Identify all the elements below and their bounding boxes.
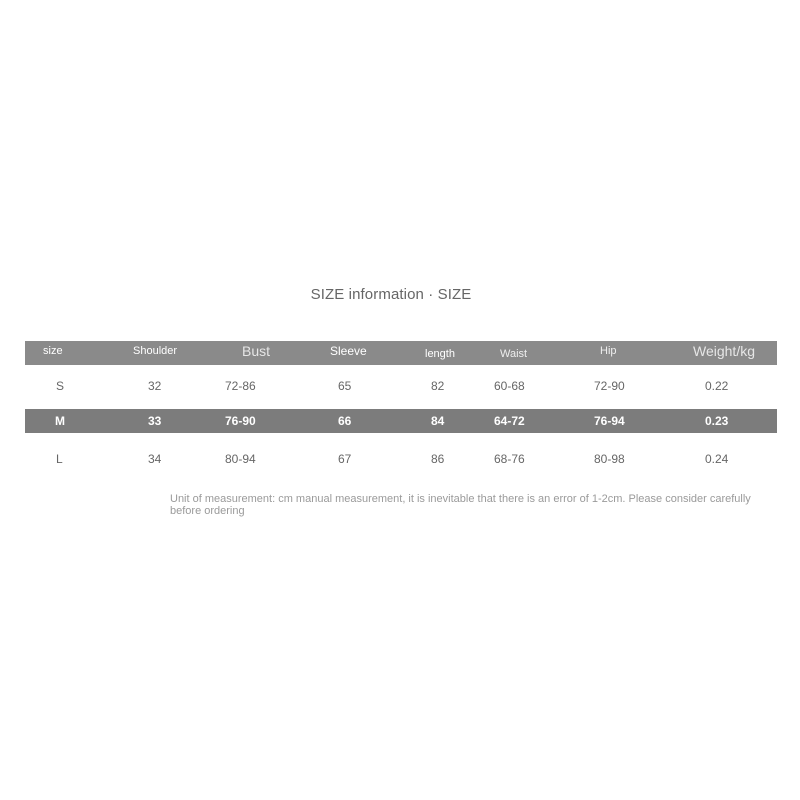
table-row	[25, 447, 777, 471]
cell-hip: 80-98	[594, 452, 625, 466]
header-length: length	[425, 348, 455, 360]
header-hip: Hip	[600, 345, 617, 357]
cell-length: 84	[431, 414, 445, 428]
cell-size: L	[56, 452, 63, 466]
page-title: SIZE information · SIZE	[310, 286, 472, 303]
cell-bust: 80-94	[225, 452, 256, 466]
cell-bust: 76-90	[225, 414, 256, 428]
cell-length: 86	[431, 452, 445, 466]
cell-size: M	[55, 414, 65, 428]
cell-shoulder: 32	[148, 379, 162, 393]
cell-weight: 0.22	[705, 379, 729, 393]
cell-sleeve: 65	[338, 379, 352, 393]
cell-shoulder: 34	[148, 452, 162, 466]
cell-hip: 76-94	[594, 414, 625, 428]
table-row	[25, 409, 777, 433]
cell-waist: 60-68	[494, 379, 525, 393]
header-sleeve: Sleeve	[330, 344, 367, 358]
header-shoulder: Shoulder	[133, 345, 178, 357]
cell-size: S	[56, 379, 65, 393]
header-bust: Bust	[242, 343, 271, 359]
cell-length: 82	[431, 379, 445, 393]
cell-shoulder: 33	[148, 414, 162, 428]
measurement-note: Unit of measurement: cm manual measurement, it is inevitable that there is an error of 1-2cm. Please consider carefully before ordering	[170, 493, 751, 517]
cell-sleeve: 66	[338, 414, 352, 428]
cell-waist: 68-76	[494, 452, 525, 466]
header-waist: Waist	[500, 348, 528, 360]
cell-weight: 0.24	[705, 452, 729, 466]
cell-bust: 72-86	[225, 379, 256, 393]
cell-hip: 72-90	[594, 379, 625, 393]
size-table-header	[25, 341, 777, 365]
cell-waist: 64-72	[494, 414, 525, 428]
header-weight: Weight/kg	[693, 343, 755, 359]
cell-sleeve: 67	[338, 452, 352, 466]
table-row	[25, 374, 777, 398]
header-size: size	[43, 345, 63, 357]
cell-weight: 0.23	[705, 414, 729, 428]
